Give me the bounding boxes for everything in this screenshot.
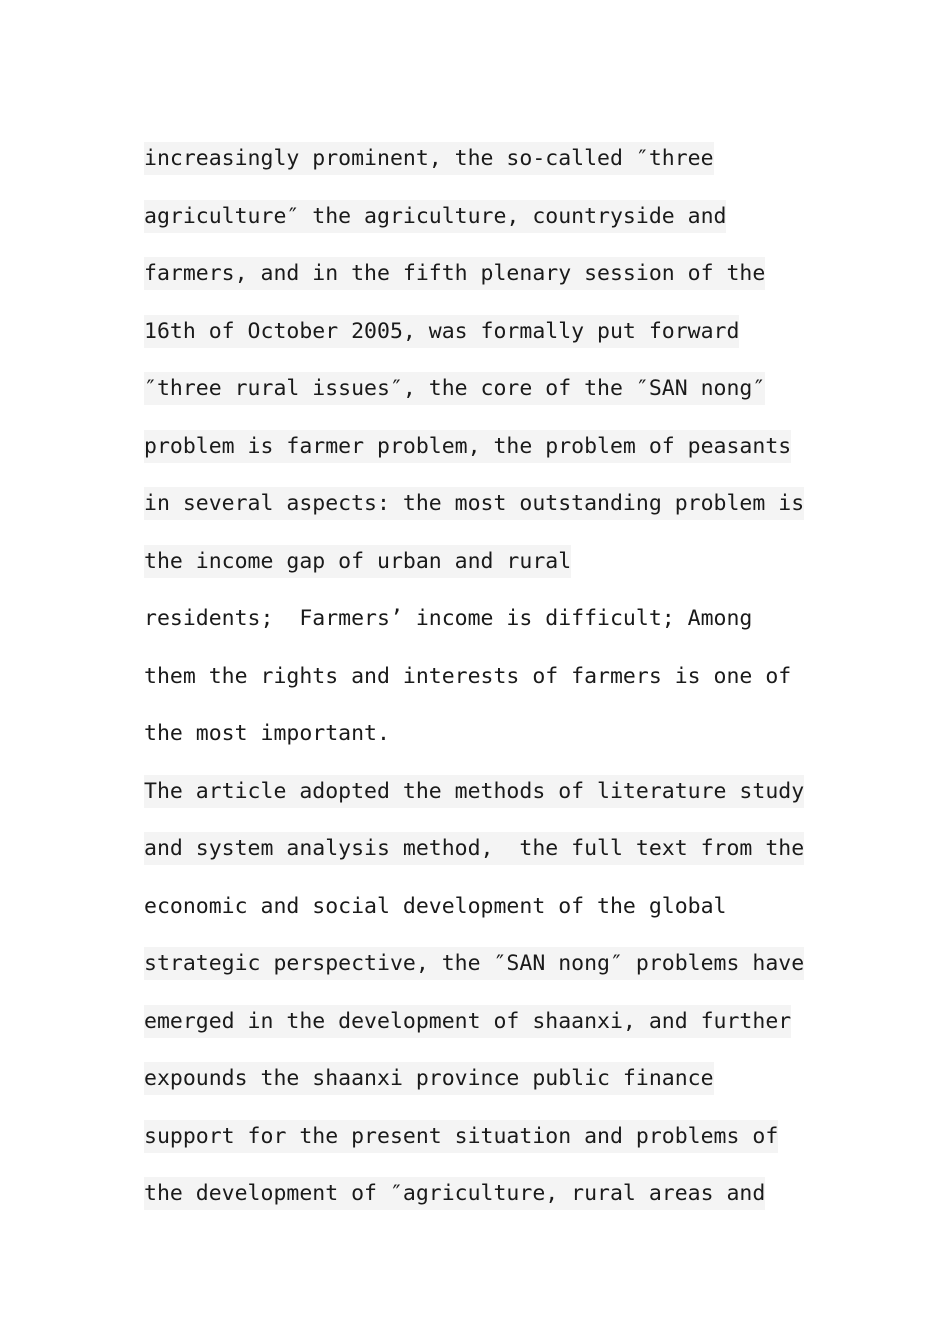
text-line: and system analysis method, the full text from the: [144, 820, 824, 878]
text-line: them the rights and interests of farmers is one of: [144, 663, 792, 689]
text-line: ″three rural issues″, the core of the ″SAN nong″: [144, 360, 824, 418]
text-line: support for the present situation and problems of: [144, 1108, 824, 1166]
text-line: the development of ″agriculture, rural areas and: [144, 1165, 824, 1223]
text-line: problem is farmer problem, the problem of peasants: [144, 418, 824, 476]
text-line: in several aspects: the most outstanding problem is: [144, 475, 824, 533]
text-line: economic and social development of the global: [144, 893, 727, 919]
text-line: 16th of October 2005, was formally put forward: [144, 303, 824, 361]
text-line: strategic perspective, the ″SAN nong″ problems have: [144, 935, 824, 993]
text-line: agriculture″ the agriculture, countryside and: [144, 188, 824, 246]
text-line: increasingly prominent, the so-called ″three: [144, 130, 824, 188]
text-line: expounds the shaanxi province public finance: [144, 1050, 824, 1108]
text-line: farmers, and in the fifth plenary session of the: [144, 245, 824, 303]
body-text: [144, 130, 824, 1223]
text-line: The article adopted the methods of literature study: [144, 763, 824, 821]
text-line: emerged in the development of shaanxi, and further: [144, 993, 824, 1051]
text-line: the income gap of urban and rural: [144, 533, 824, 591]
text-line: the most important.: [144, 721, 390, 746]
text-line: residents; Farmers’ income is difficult; Among: [144, 606, 753, 631]
